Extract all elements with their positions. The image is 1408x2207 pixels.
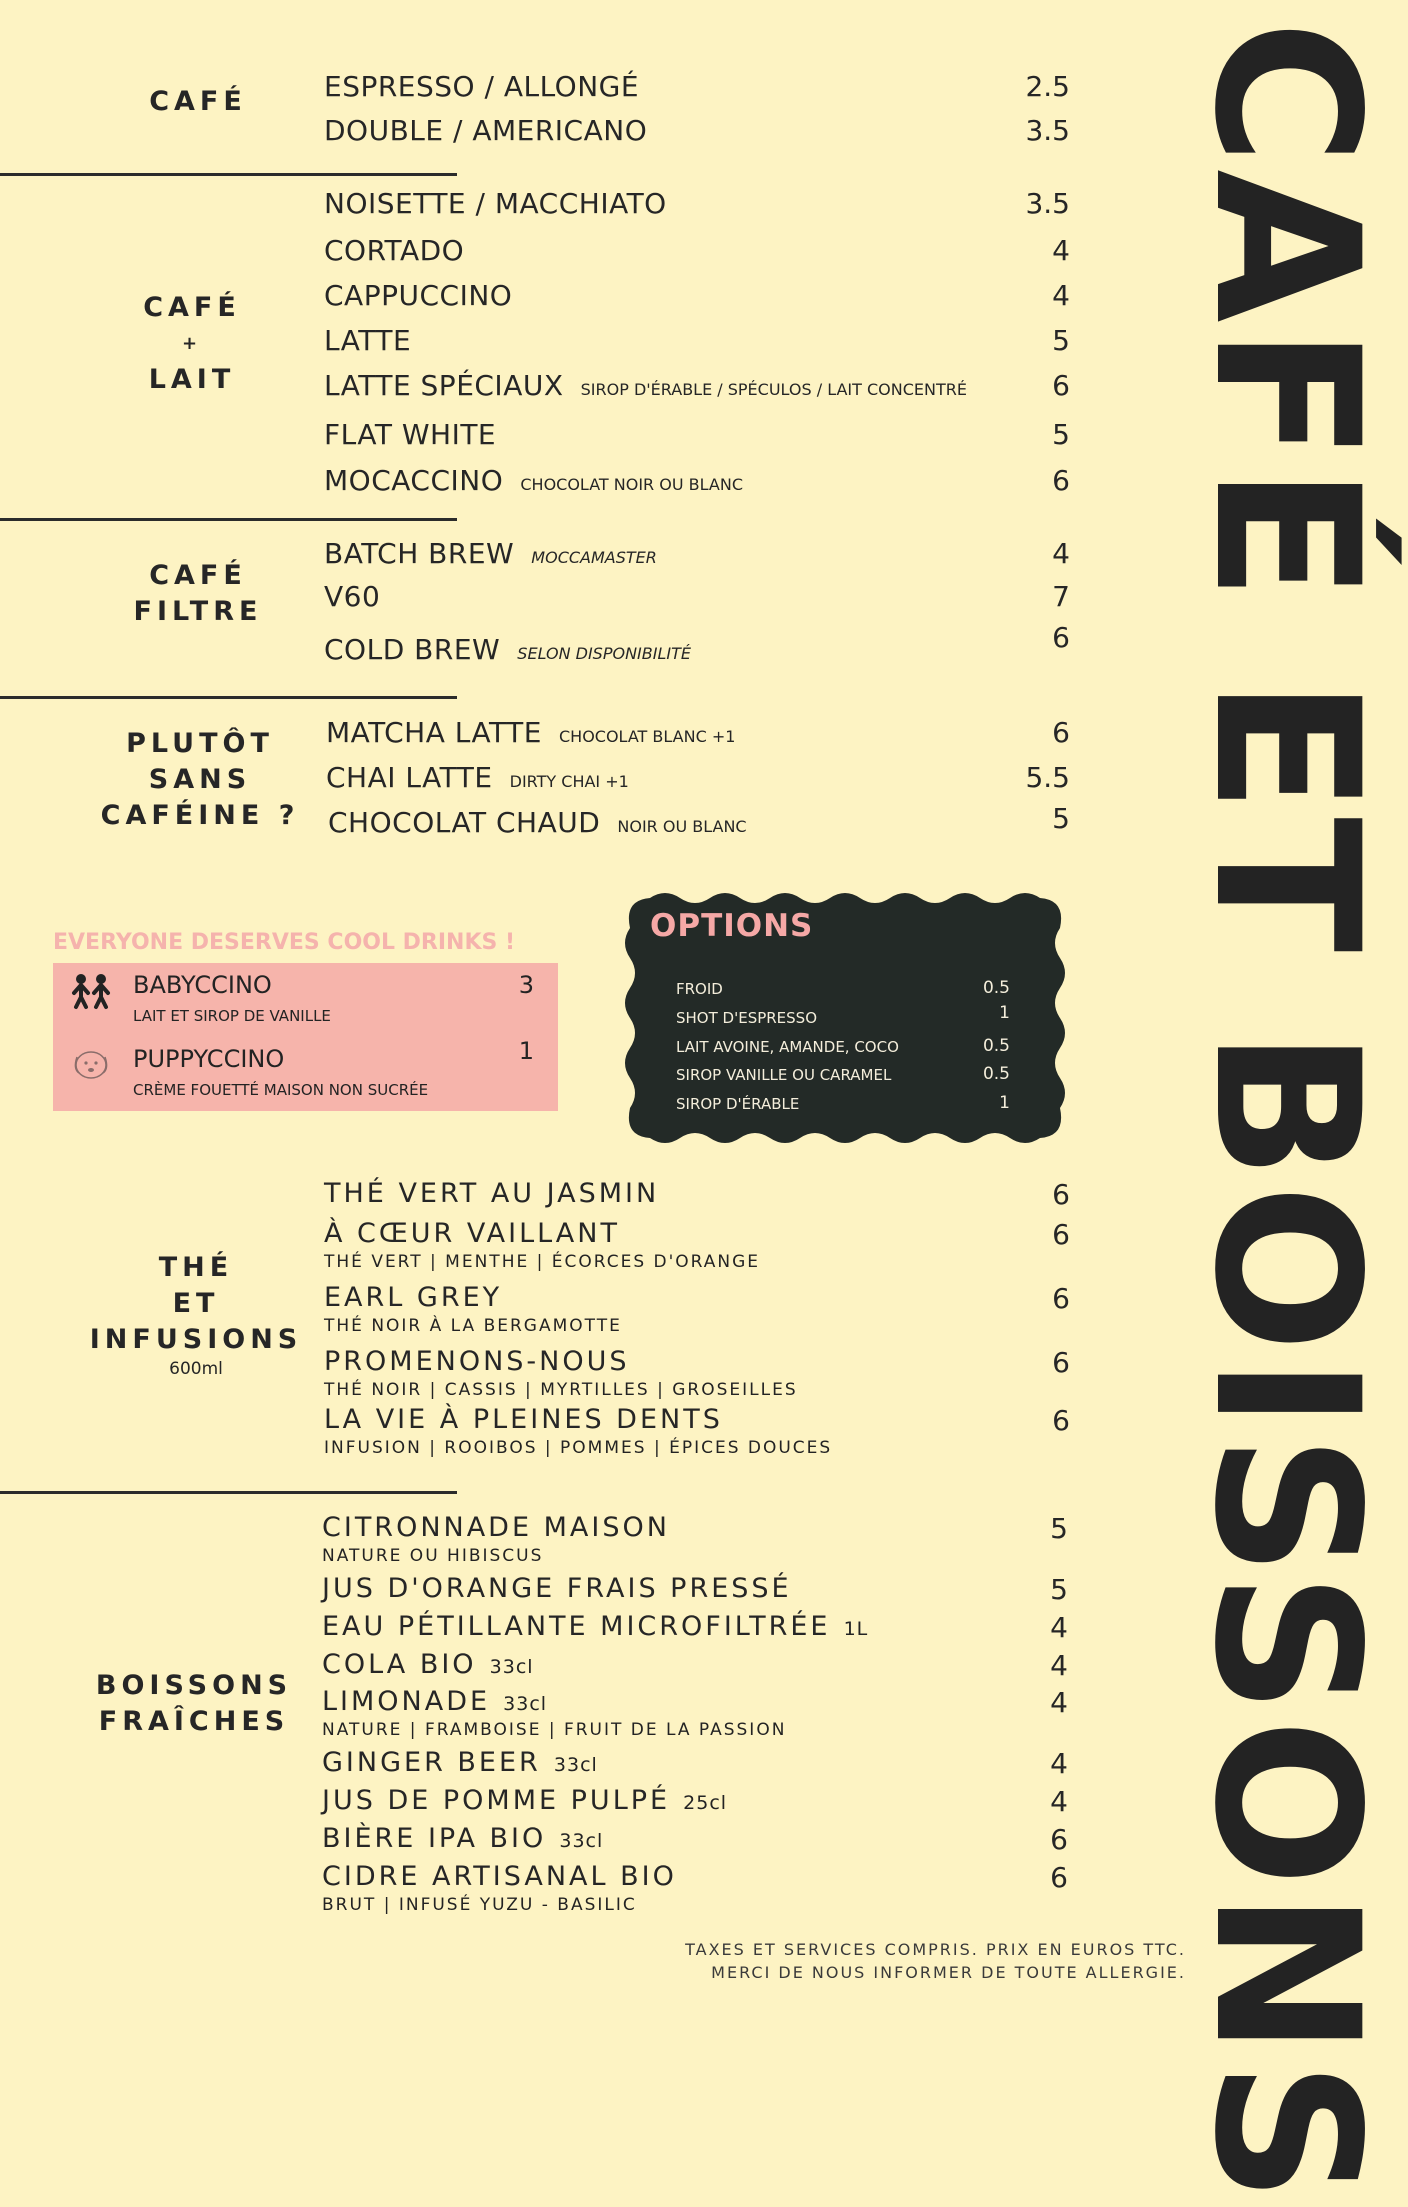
option-row bbox=[676, 1095, 1010, 1113]
item-note: DIRTY CHAI +1 bbox=[509, 772, 629, 791]
menu-item bbox=[322, 1785, 1068, 1825]
item-note: CHOCOLAT NOIR OU BLANC bbox=[520, 475, 743, 494]
item-price: 6 bbox=[1052, 1218, 1070, 1251]
section-title-cafe-lait bbox=[92, 290, 292, 398]
section-title-sans-cafeine bbox=[80, 726, 320, 834]
option-name: FROID bbox=[676, 980, 723, 998]
item-volume: 33cl bbox=[489, 1656, 534, 1678]
kids-box bbox=[53, 963, 558, 1111]
option-price: 0.5 bbox=[982, 1036, 1010, 1056]
item-volume: 25cl bbox=[683, 1792, 728, 1814]
menu-item bbox=[324, 418, 1070, 458]
item-price: 5.5 bbox=[1025, 761, 1070, 794]
section-title-line: SANS bbox=[148, 764, 252, 795]
vertical-title bbox=[1171, 20, 1402, 2207]
item-note: CHOCOLAT BLANC +1 bbox=[558, 727, 736, 746]
section-title-line: PLUTÔT bbox=[126, 728, 274, 759]
menu-item bbox=[324, 324, 1070, 364]
item-price: 6 bbox=[1052, 1282, 1070, 1315]
item-note: NOIR OU BLANC bbox=[617, 817, 747, 836]
menu-item bbox=[322, 1747, 1068, 1787]
menu-item bbox=[326, 716, 1070, 756]
menu-item bbox=[322, 1649, 1068, 1689]
menu-item bbox=[322, 1611, 1068, 1651]
item-name: CORTADO bbox=[324, 234, 465, 267]
item-name: COLA BIO bbox=[322, 1649, 477, 1680]
section-title-line: CAFÉ bbox=[149, 86, 247, 117]
options-title: OPTIONS bbox=[650, 908, 814, 944]
item-desc: THÉ VERT | MENTHE | ÉCORCES D'ORANGE bbox=[324, 1252, 761, 1272]
item-name: COLD BREW bbox=[324, 633, 501, 666]
item-volume: 33cl bbox=[553, 1754, 598, 1776]
item-price: 5 bbox=[1052, 802, 1070, 835]
item-price: 4 bbox=[1052, 537, 1070, 570]
kids-item-price: 1 bbox=[518, 1037, 534, 1065]
item-name: CHOCOLAT CHAUD bbox=[328, 806, 601, 839]
item-price: 2.5 bbox=[1025, 70, 1070, 103]
dog-icon bbox=[67, 1045, 115, 1085]
menu-item bbox=[324, 279, 1070, 319]
item-price: 4 bbox=[1050, 1785, 1068, 1818]
section-title-line: CAFÉ bbox=[143, 292, 241, 323]
menu-item bbox=[324, 464, 1070, 504]
item-name: PROMENONS-NOUS bbox=[324, 1346, 630, 1377]
options-panel bbox=[620, 888, 1070, 1148]
item-price: 5 bbox=[1052, 324, 1070, 357]
item-name: BATCH BREW bbox=[324, 537, 515, 570]
option-name: SHOT D'ESPRESSO bbox=[676, 1009, 818, 1027]
item-price: 6 bbox=[1052, 716, 1070, 749]
option-price: 1 bbox=[999, 1093, 1010, 1113]
menu-item bbox=[326, 761, 1070, 801]
item-name: V60 bbox=[324, 580, 381, 613]
option-name: LAIT AVOINE, AMANDE, COCO bbox=[676, 1038, 899, 1056]
item-price: 6 bbox=[1052, 1346, 1070, 1379]
section-title-line: LAIT bbox=[148, 364, 236, 395]
item-name: DOUBLE / AMERICANO bbox=[324, 114, 648, 147]
item-name: JUS D'ORANGE FRAIS PRESSÉ bbox=[322, 1573, 792, 1604]
kids-item-price: 3 bbox=[518, 971, 534, 999]
item-name: EAU PÉTILLANTE MICROFILTRÉE bbox=[322, 1611, 831, 1642]
item-name: LATTE bbox=[324, 324, 412, 357]
option-name: SIROP VANILLE OU CARAMEL bbox=[676, 1066, 892, 1084]
item-price: 6 bbox=[1050, 1823, 1068, 1856]
item-price: 7 bbox=[1052, 580, 1070, 613]
item-volume: 33cl bbox=[559, 1830, 604, 1852]
menu-item bbox=[324, 1404, 1070, 1458]
item-price: 6 bbox=[1052, 621, 1070, 654]
footer-line: TAXES ET SERVICES COMPRIS. PRIX EN EUROS TTC. bbox=[685, 1940, 1186, 1959]
menu-item bbox=[324, 621, 1070, 673]
menu-item bbox=[324, 70, 1070, 110]
section-title-line: ET bbox=[172, 1288, 220, 1319]
item-name: LA VIE À PLEINES DENTS bbox=[324, 1404, 723, 1435]
item-name: ESPRESSO / ALLONGÉ bbox=[324, 70, 640, 103]
menu-item bbox=[324, 369, 1070, 409]
menu-item bbox=[324, 1346, 1070, 1400]
section-title-line: FILTRE bbox=[133, 596, 263, 627]
item-name: FLAT WHITE bbox=[324, 418, 497, 451]
item-volume: 33cl bbox=[503, 1693, 548, 1715]
section-subtitle: 600ml bbox=[169, 1359, 223, 1379]
item-name: THÉ VERT AU JASMIN bbox=[324, 1178, 660, 1209]
kids-item-desc: CRÈME FOUETTÉ MAISON NON SUCRÉE bbox=[133, 1081, 429, 1099]
section-title-the bbox=[86, 1250, 306, 1380]
item-price: 6 bbox=[1052, 1404, 1070, 1437]
item-name: MOCACCINO bbox=[324, 464, 504, 497]
item-desc: THÉ NOIR À LA BERGAMOTTE bbox=[324, 1316, 622, 1336]
footer-line: MERCI DE NOUS INFORMER DE TOUTE ALLERGIE. bbox=[711, 1963, 1186, 1982]
menu-item bbox=[322, 1823, 1068, 1863]
kids-heading: EVERYONE DESERVES COOL DRINKS ! bbox=[53, 930, 516, 955]
menu-item bbox=[324, 1178, 1070, 1218]
menu-item bbox=[322, 1861, 1068, 1915]
item-price: 4 bbox=[1050, 1611, 1068, 1644]
menu-item bbox=[324, 187, 1070, 227]
menu-item bbox=[324, 1218, 1070, 1272]
item-note: SIROP D'ÉRABLE / SPÉCULOS / LAIT CONCENTRÉ bbox=[580, 380, 967, 399]
kids-icon bbox=[67, 971, 115, 1011]
item-desc: THÉ NOIR | CASSIS | MYRTILLES | GROSEILLES bbox=[324, 1380, 798, 1400]
menu-item bbox=[324, 580, 1070, 620]
menu-item bbox=[324, 234, 1070, 274]
footer-note bbox=[586, 1938, 1186, 1984]
kids-item-name: BABYCCINO bbox=[133, 971, 272, 999]
section-divider bbox=[0, 518, 457, 521]
item-price: 4 bbox=[1050, 1686, 1068, 1719]
option-row bbox=[676, 1066, 1010, 1084]
item-volume: 1L bbox=[843, 1618, 869, 1640]
section-divider bbox=[0, 173, 457, 176]
vertical-title-text: CAFÉ ET BOISSONS bbox=[1171, 20, 1402, 2207]
option-name: SIROP D'ÉRABLE bbox=[676, 1095, 800, 1113]
item-name: NOISETTE / MACCHIATO bbox=[324, 187, 667, 220]
item-price: 4 bbox=[1052, 234, 1070, 267]
section-title-line: CAFÉ bbox=[149, 560, 247, 591]
menu-item bbox=[328, 802, 1070, 846]
item-price: 3.5 bbox=[1025, 114, 1070, 147]
item-name: JUS DE POMME PULPÉ bbox=[322, 1785, 671, 1816]
item-desc: BRUT | INFUSÉ YUZU - BASILIC bbox=[322, 1895, 637, 1915]
item-name: BIÈRE IPA BIO bbox=[322, 1823, 547, 1854]
item-desc: NATURE OU HIBISCUS bbox=[322, 1546, 544, 1566]
item-note: MOCCAMASTER bbox=[531, 548, 657, 567]
item-price: 6 bbox=[1052, 369, 1070, 402]
item-price: 5 bbox=[1050, 1573, 1068, 1606]
menu-item bbox=[322, 1686, 1068, 1740]
menu-item bbox=[322, 1573, 1068, 1613]
item-name: EARL GREY bbox=[324, 1282, 503, 1313]
section-title-line: BOISSONS bbox=[95, 1670, 293, 1701]
item-desc: INFUSION | ROOIBOS | POMMES | ÉPICES DOUCES bbox=[324, 1438, 833, 1458]
item-price: 4 bbox=[1050, 1649, 1068, 1682]
section-divider bbox=[0, 696, 457, 699]
item-name: CITRONNADE MAISON bbox=[322, 1512, 670, 1543]
section-divider bbox=[0, 1491, 457, 1494]
item-price: 4 bbox=[1050, 1747, 1068, 1780]
section-title-line: FRAÎCHES bbox=[98, 1706, 290, 1737]
menu-item bbox=[324, 1282, 1070, 1336]
menu-item bbox=[322, 1512, 1068, 1566]
option-price: 1 bbox=[999, 1003, 1010, 1023]
menu-item bbox=[324, 537, 1070, 577]
option-row bbox=[676, 1038, 1010, 1056]
section-title-line: CAFÉINE ? bbox=[100, 800, 300, 831]
item-price: 4 bbox=[1052, 279, 1070, 312]
option-row bbox=[676, 980, 1010, 998]
item-name: CHAI LATTE bbox=[326, 761, 493, 794]
item-name: MATCHA LATTE bbox=[326, 716, 542, 749]
item-price: 5 bbox=[1052, 418, 1070, 451]
section-title-line: THÉ bbox=[158, 1252, 234, 1283]
section-title-line: INFUSIONS bbox=[89, 1324, 303, 1355]
item-name: LATTE SPÉCIAUX bbox=[324, 369, 564, 402]
option-price: 0.5 bbox=[982, 978, 1010, 998]
item-note: SELON DISPONIBILITÉ bbox=[517, 644, 691, 663]
item-price: 5 bbox=[1050, 1512, 1068, 1545]
item-name: LIMONADE bbox=[322, 1686, 491, 1717]
item-price: 3.5 bbox=[1025, 187, 1070, 220]
option-price: 0.5 bbox=[982, 1064, 1010, 1084]
section-title-cafe bbox=[98, 84, 298, 120]
menu-item bbox=[324, 114, 1070, 154]
item-name: CAPPUCCINO bbox=[324, 279, 513, 312]
option-row bbox=[676, 1003, 1010, 1027]
kids-item-desc: LAIT ET SIROP DE VANILLE bbox=[133, 1007, 331, 1025]
item-name: GINGER BEER bbox=[322, 1747, 541, 1778]
item-price: 6 bbox=[1050, 1861, 1068, 1894]
item-desc: NATURE | FRAMBOISE | FRUIT DE LA PASSION bbox=[322, 1720, 787, 1740]
item-name: À CŒUR VAILLANT bbox=[324, 1218, 620, 1249]
section-title-boissons bbox=[94, 1668, 294, 1740]
item-price: 6 bbox=[1052, 1178, 1070, 1211]
section-title-line: + bbox=[181, 333, 203, 354]
section-title-cafe-filtre bbox=[98, 558, 298, 630]
kids-item-name: PUPPYCCINO bbox=[133, 1045, 285, 1073]
item-name: CIDRE ARTISANAL BIO bbox=[322, 1861, 677, 1892]
item-price: 6 bbox=[1052, 464, 1070, 497]
